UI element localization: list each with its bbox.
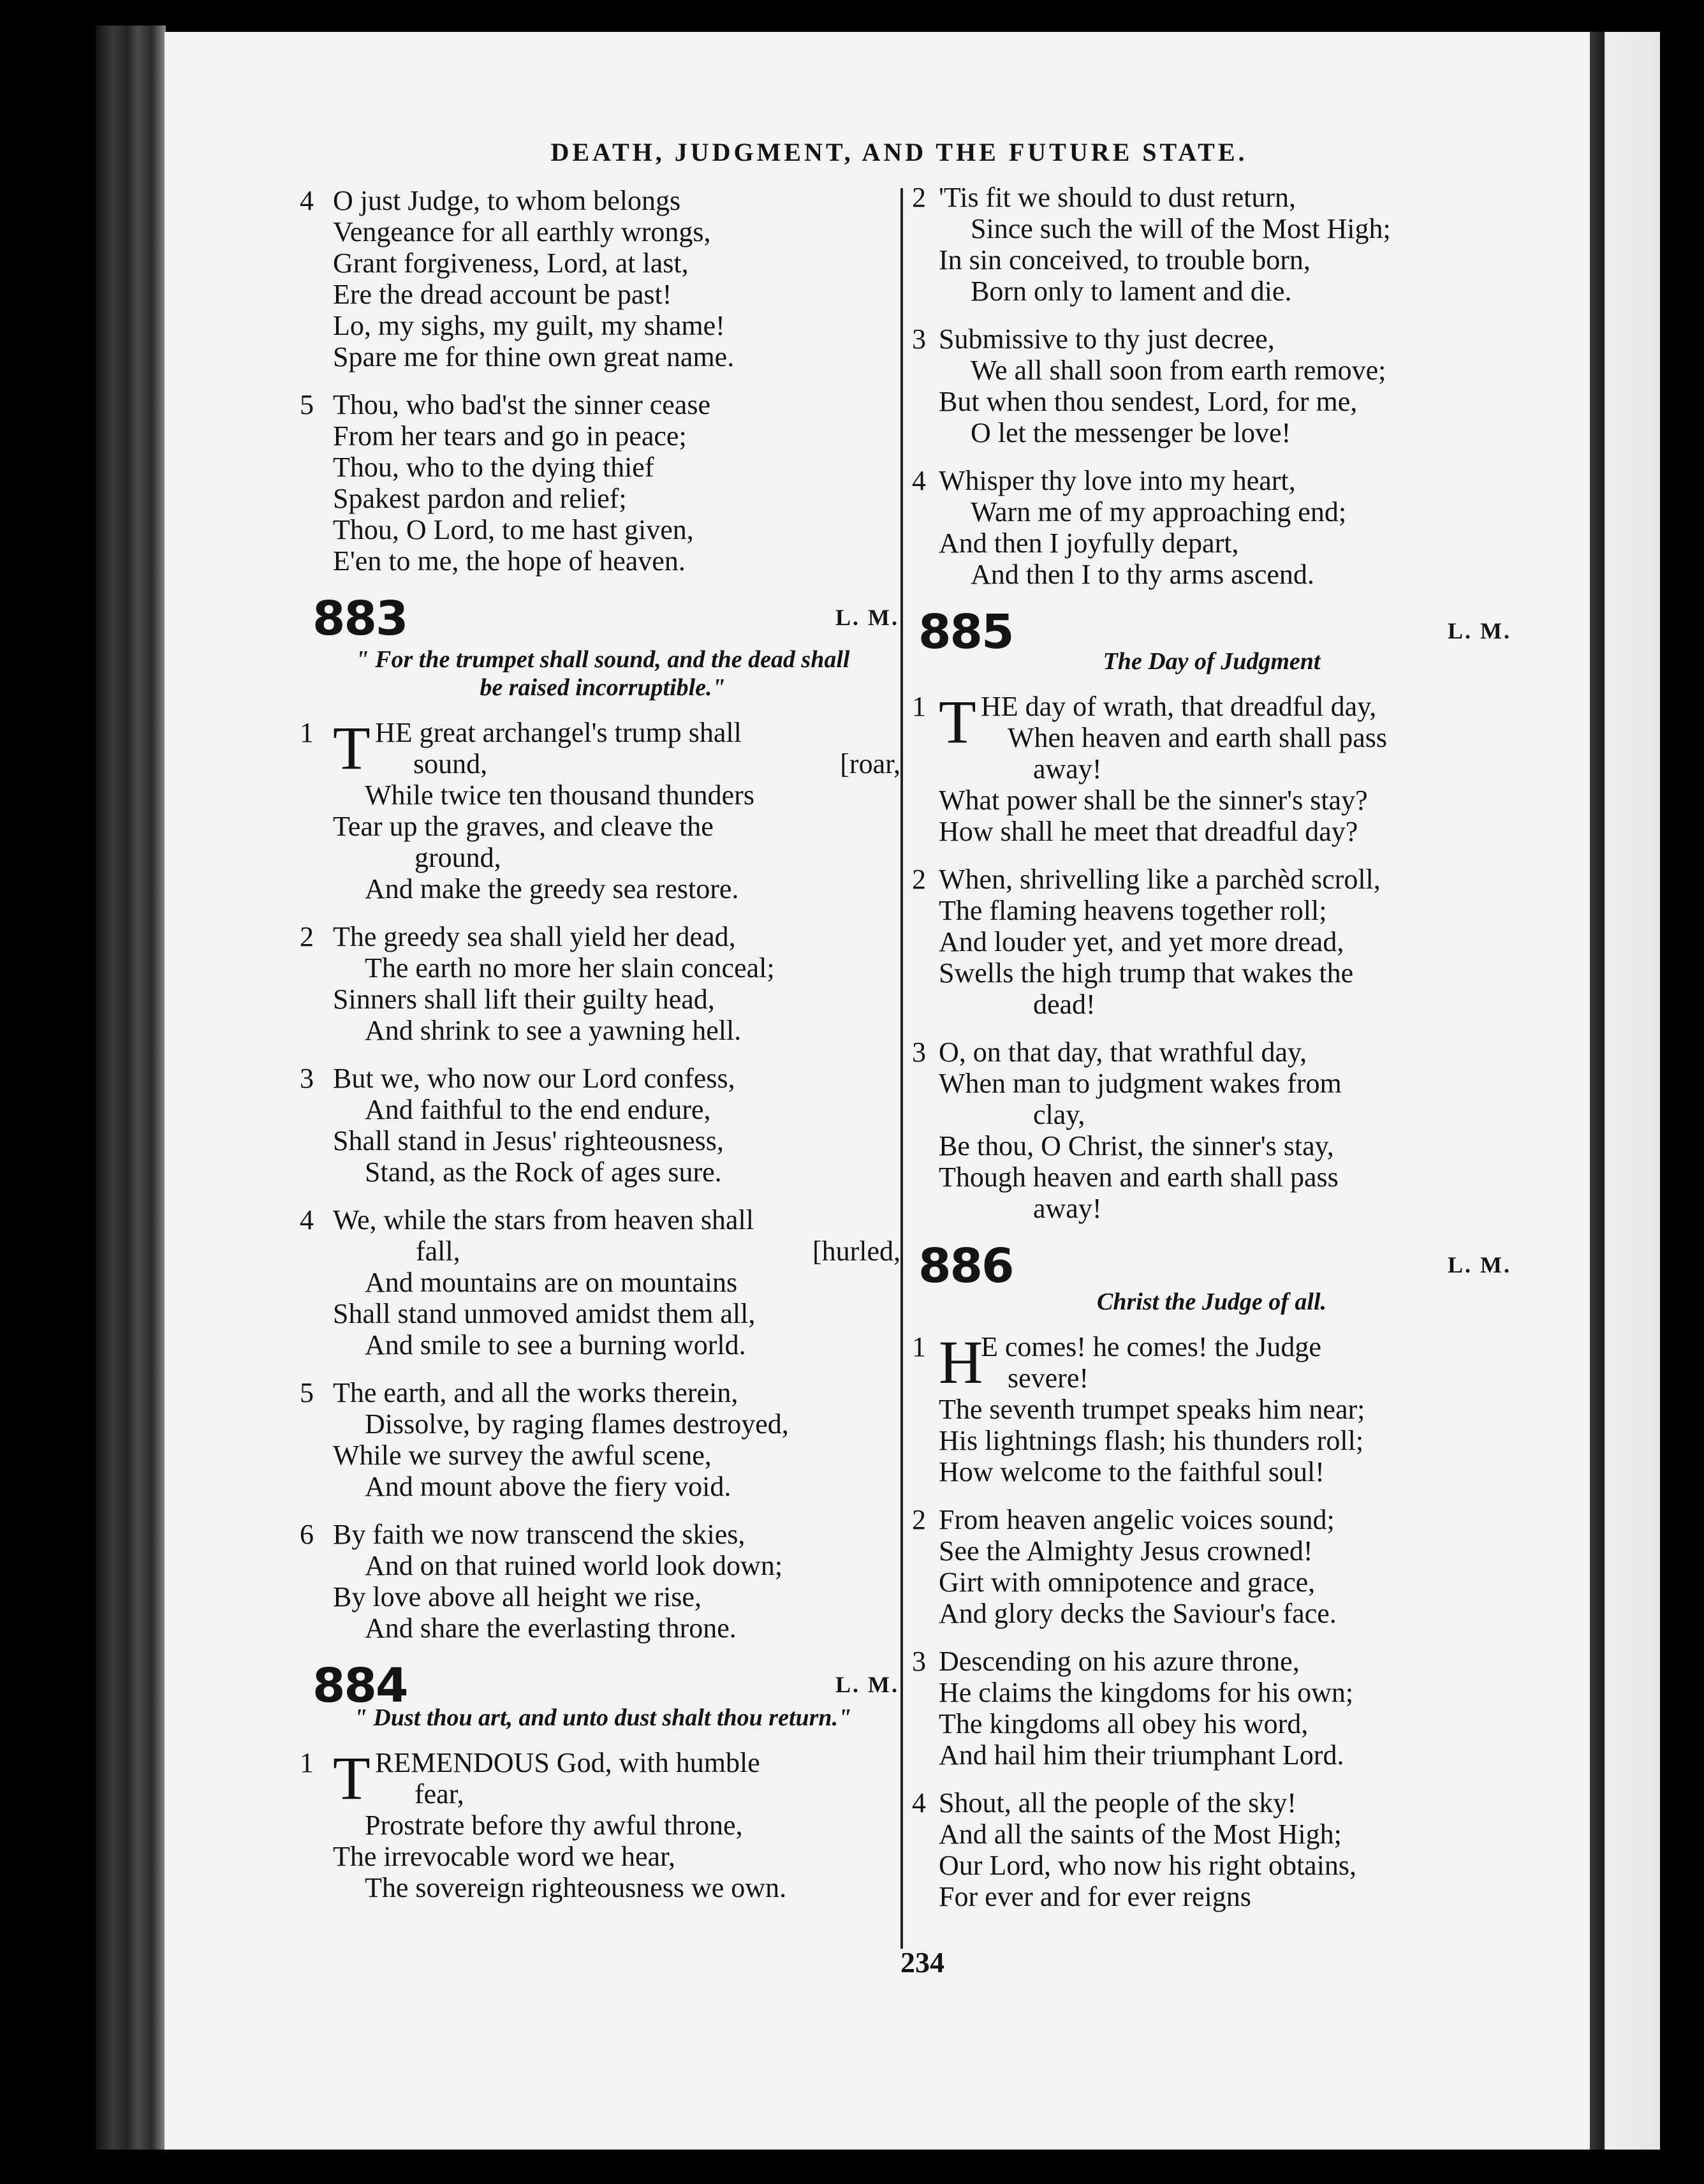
verse-line: E'en to me, the hope of heaven. [333, 545, 686, 577]
verse-line: Though heaven and earth shall pass [939, 1162, 1339, 1193]
verse-line: away! [1033, 753, 1102, 785]
verse-line: Shall stand unmoved amidst them all, [333, 1298, 756, 1329]
hymn-meter: L. M. [835, 1672, 899, 1697]
verse-line: O let the messenger be love! [971, 417, 1291, 448]
verse-line: The sovereign righteousness we own. [365, 1872, 787, 1903]
stanza-number: 4 [912, 1787, 926, 1819]
verse-line: away! [1033, 1193, 1102, 1224]
verse-line: clay, [1033, 1099, 1085, 1130]
stanza [906, 182, 1518, 307]
verse-line: From heaven angelic voices sound; [939, 1504, 1335, 1535]
stanza-number: 6 [300, 1519, 314, 1550]
stanza [300, 185, 906, 373]
hymn-number: 883 [312, 591, 408, 646]
verse-line [300, 748, 906, 779]
drop-cap: T [939, 688, 976, 756]
verse-line: By faith we now transcend the skies, [333, 1519, 746, 1550]
verse-line: Vengeance for all earthly wrongs, [333, 216, 711, 247]
hymn-epigraph: Christ the Judge of all. [1097, 1288, 1326, 1315]
verse-line: When heaven and earth shall pass [1008, 722, 1387, 753]
verse-line: HE great archangel's trump shall [375, 717, 742, 748]
verse-line: The irrevocable word we hear, [333, 1841, 675, 1872]
stanza-number: 4 [300, 1204, 314, 1236]
verse-line: Sinners shall lift their guilty head, [333, 984, 715, 1015]
hymn-number: 884 [312, 1658, 408, 1713]
stanza-number: 1 [300, 1747, 314, 1778]
verse-line: How welcome to the faithful soul! [939, 1456, 1325, 1487]
verse-line: He claims the kingdoms for his own; [939, 1677, 1354, 1708]
verse-line: Grant forgiveness, Lord, at last, [333, 247, 689, 279]
stanza [906, 688, 1518, 847]
running-head: DEATH, JUDGMENT, AND THE FUTURE STATE. [550, 138, 1248, 166]
verse-line: What power shall be the sinner's stay? [939, 785, 1368, 816]
page-number: 234 [900, 1946, 944, 1979]
stanza-number: 4 [912, 465, 926, 496]
hymn-header [906, 607, 1518, 659]
verse-word: sound, [413, 748, 488, 779]
verse-line: While we survey the awful scene, [333, 1440, 712, 1471]
verse-line: Stand, as the Rock of ages sure. [365, 1156, 722, 1188]
hymn-header [300, 593, 906, 646]
stanza [906, 465, 1518, 590]
verse-line: E comes! he comes! the Judge [981, 1331, 1321, 1362]
verse-line: O just Judge, to whom belongs [333, 185, 681, 216]
verse-line: When, shrivelling like a parchèd scroll, [939, 864, 1381, 895]
verse-line: HE day of wrath, that dreadful day, [981, 691, 1377, 722]
turnover-word: [roar, [840, 748, 900, 779]
verse-line: Lo, my sighs, my guilt, my shame! [333, 310, 725, 341]
stanza-number: 3 [300, 1063, 314, 1094]
verse-line: Dissolve, by raging flames destroyed, [365, 1408, 789, 1440]
verse-line: The flaming heavens together roll; [939, 895, 1327, 926]
stanza [906, 864, 1518, 1020]
verse-line: And mount above the fiery void. [365, 1471, 731, 1502]
verse-line: We, while the stars from heaven shall [333, 1204, 754, 1236]
hymn-number: 885 [918, 605, 1013, 660]
verse-line: And then I joyfully depart, [939, 528, 1239, 559]
verse-line: We all shall soon from earth remove; [971, 355, 1386, 386]
verse-line: Spare me for thine own great name. [333, 341, 735, 373]
verse-line: Girt with omnipotence and grace, [939, 1567, 1316, 1598]
hymn-meter: L. M. [1448, 1252, 1511, 1278]
verse-line [300, 1236, 906, 1267]
stanza [300, 1519, 906, 1644]
turnover-word: [hurled, [812, 1236, 900, 1267]
verse-line: fear, [415, 1778, 464, 1810]
verse-line: ground, [415, 842, 501, 873]
stanza [906, 1787, 1518, 1912]
verse-line: And make the greedy sea restore. [365, 873, 739, 904]
hymn-meter: L. M. [1448, 618, 1511, 644]
left-column [300, 185, 906, 1920]
hymn-epigraph: " Dust thou art, and unto dust shalt thou return." [353, 1704, 852, 1731]
stanza [300, 1063, 906, 1188]
stanza-number: 5 [300, 389, 314, 420]
verse-line: REMENDOUS God, with humble [375, 1747, 760, 1778]
verse-line: In sin conceived, to trouble born, [939, 244, 1311, 276]
verse-word: fall, [416, 1236, 460, 1267]
verse-line: From her tears and go in peace; [333, 420, 687, 452]
stanza [906, 1037, 1518, 1224]
verse-line: 'Tis fit we should to dust return, [939, 182, 1296, 213]
verse-line: And louder yet, and yet more dread, [939, 926, 1344, 957]
stanza-number: 2 [300, 921, 314, 952]
book-spine-shadow [96, 26, 166, 2150]
epigraph-line: " For the trumpet shall sound, and the dead shall [355, 646, 850, 673]
drop-cap: H [939, 1328, 983, 1396]
hymn-epigraph: The Day of Judgment [1103, 648, 1321, 675]
verse-line: The kingdoms all obey his word, [939, 1708, 1309, 1739]
verse-line: Spakest pardon and relief; [333, 483, 627, 514]
verse-line: Be thou, O Christ, the sinner's stay, [939, 1130, 1334, 1162]
hymn-number: 886 [918, 1239, 1013, 1294]
stanza [300, 389, 906, 577]
verse-line: And mountains are on mountains [365, 1267, 738, 1298]
stanza [300, 1204, 906, 1361]
verse-line: Whisper thy love into my heart, [939, 465, 1296, 496]
stanza-number: 2 [912, 864, 926, 895]
verse-line: And glory decks the Saviour's face. [939, 1598, 1337, 1629]
verse-line: Shall stand in Jesus' righteousness, [333, 1125, 724, 1156]
verse-line: Our Lord, who now his right obtains, [939, 1850, 1357, 1881]
stanza [906, 1646, 1518, 1771]
epigraph-line: be raised incorruptible." [480, 674, 726, 701]
verse-line: By love above all height we rise, [333, 1581, 701, 1612]
verse-line: But we, who now our Lord confess, [333, 1063, 735, 1094]
verse-line: Thou, who to the dying thief [333, 452, 654, 483]
stanza-number: 2 [912, 182, 926, 213]
stanza-number: 4 [300, 185, 314, 216]
hymn-epigraph [300, 646, 906, 702]
stanza [300, 921, 906, 1046]
verse-line: Shout, all the people of the sky! [939, 1787, 1296, 1819]
verse-line: The earth, and all the works therein, [333, 1377, 738, 1408]
verse-line: O, on that day, that wrathful day, [939, 1037, 1307, 1068]
verse-line: Descending on his azure throne, [939, 1646, 1300, 1677]
verse-line: Thou, who bad'st the sinner cease [333, 389, 710, 420]
verse-line: And smile to see a burning world. [365, 1329, 746, 1361]
verse-line: dead! [1033, 989, 1096, 1020]
stanza [906, 1504, 1518, 1629]
drop-cap: T [333, 1744, 371, 1812]
hymn-header [906, 1241, 1518, 1293]
verse-line: The greedy sea shall yield her dead, [333, 921, 736, 952]
verse-line: But when thou sendest, Lord, for me, [939, 386, 1358, 417]
stanza [300, 714, 906, 904]
stanza-number: 1 [300, 717, 314, 748]
verse-line: When man to judgment wakes from [939, 1068, 1342, 1099]
stanza [300, 1744, 906, 1903]
verse-line: And shrink to see a yawning hell. [365, 1015, 742, 1046]
verse-line: How shall he meet that dreadful day? [939, 816, 1358, 847]
verse-line: Submissive to thy just decree, [939, 323, 1275, 355]
verse-line: Swells the high trump that wakes the [939, 957, 1354, 989]
verse-line: severe! [1008, 1362, 1089, 1394]
verse-line: Tear up the graves, and cleave the [333, 811, 714, 842]
right-column [906, 182, 1518, 1929]
stanza [300, 1377, 906, 1502]
verse-line: Prostrate before thy awful throne, [365, 1810, 743, 1841]
verse-line: For ever and for ever reigns [939, 1881, 1251, 1912]
stanza-number: 3 [912, 1037, 926, 1068]
verse-line: And hail him their triumphant Lord. [939, 1739, 1344, 1771]
verse-line: Since such the will of the Most High; [971, 213, 1391, 244]
stanza-number: 1 [912, 691, 926, 722]
verse-line: And share the everlasting throne. [365, 1612, 737, 1644]
verse-line: His lightnings flash; his thunders roll; [939, 1425, 1364, 1456]
verse-line: And faithful to the end endure, [365, 1094, 711, 1125]
verse-line: While twice ten thousand thunders [365, 779, 754, 811]
stanza-number: 5 [300, 1377, 314, 1408]
hymn-header [300, 1660, 906, 1713]
verse-line: See the Almighty Jesus crowned! [939, 1535, 1313, 1567]
verse-line: The seventh trumpet speaks him near; [939, 1394, 1365, 1425]
stanza-number: 1 [912, 1331, 926, 1362]
verse-line: Thou, O Lord, to me hast given, [333, 514, 694, 545]
verse-line: Warn me of my approaching end; [971, 496, 1347, 528]
stanza-number: 2 [912, 1504, 926, 1535]
stanza-number: 3 [912, 323, 926, 355]
stanza-number: 3 [912, 1646, 926, 1677]
verse-line: The earth no more her slain conceal; [365, 952, 775, 984]
verse-line: And all the saints of the Most High; [939, 1819, 1342, 1850]
hymn-meter: L. M. [835, 605, 899, 630]
verse-line: And then I to thy arms ascend. [971, 559, 1314, 590]
verse-line: And on that ruined world look down; [365, 1550, 783, 1581]
stanza [906, 323, 1518, 448]
verse-line: Ere the dread account be past! [333, 279, 672, 310]
drop-cap: T [333, 714, 371, 782]
next-page-edge [1590, 32, 1660, 2150]
verse-line: Born only to lament and die. [971, 276, 1292, 307]
stanza [906, 1328, 1518, 1487]
